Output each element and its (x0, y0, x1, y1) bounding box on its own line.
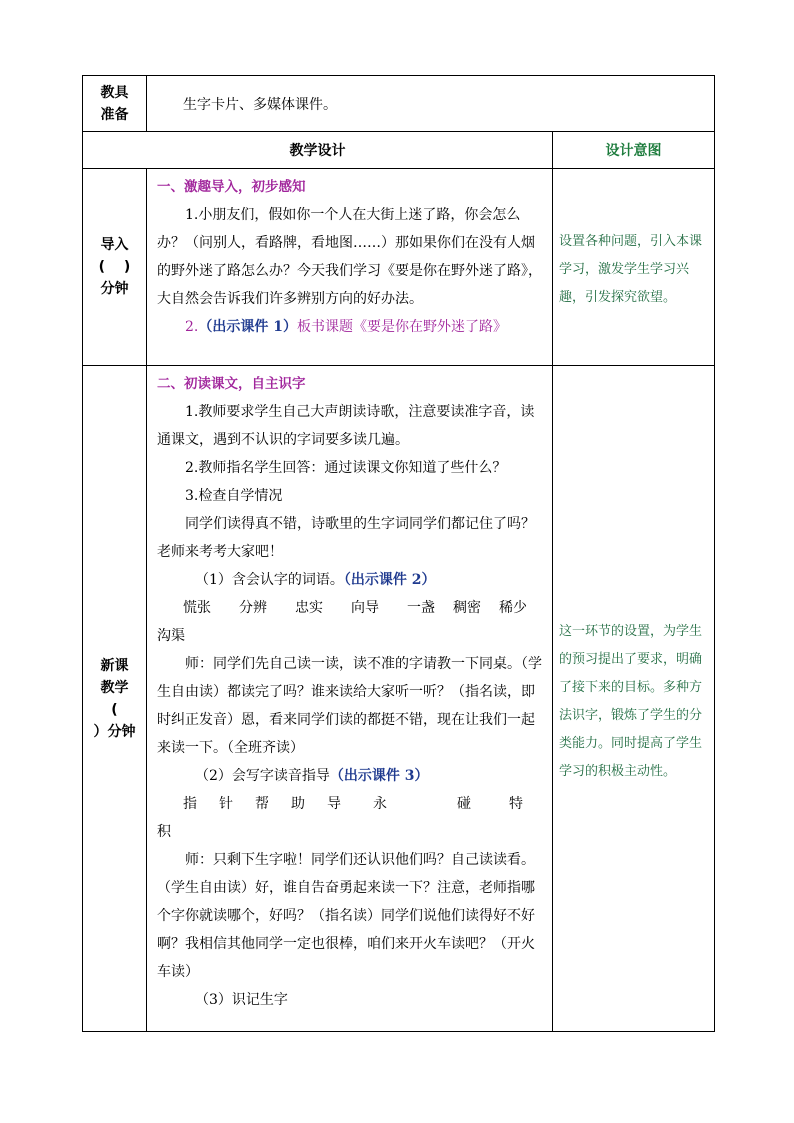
intro-row (83, 169, 715, 366)
char-item: 指 (183, 796, 197, 812)
word-list-2-tail: 积 (157, 824, 171, 840)
char-item: 特 (509, 796, 523, 812)
char-item: 针 (219, 796, 233, 812)
prep-label-line-2: 准备 (100, 106, 129, 123)
prep-label (83, 76, 147, 132)
char-item: 导 (327, 796, 341, 812)
newlesson-label (83, 366, 147, 1032)
newlesson-intent: 这一环节的设置，为学生的预习提出了要求，明确了接下来的目标。多种方法识字，锻炼了学生的分类能力。同时提高了学生学习的积极主动性。 (553, 366, 715, 1032)
char-item: 助 (291, 796, 305, 812)
newlesson-sub-2 (157, 762, 546, 790)
newlesson-label-line-2: 教学 (100, 679, 129, 696)
newlesson-sub-2-text: （2）会写字读音指导 (195, 768, 330, 784)
word-list-1 (157, 594, 546, 622)
intro-paragraph-2-num: 2. (185, 319, 199, 335)
newlesson-courseware-tag-3: （出示课件 3） (329, 768, 429, 784)
word-item: 稀少 (499, 600, 527, 616)
newlesson-paragraph-5: 师：同学们先自己读一读，读不准的字请教一下同桌。（学生自由读）都读完了吗？谁来读给大家听一听？（指名读，即时纠正发音）恩，看来同学们读的都挺不错，现在让我们一起来读一下。（全班齐读） (157, 656, 542, 756)
intro-paragraph-1: 1.小朋友们，假如你一个人在大街上迷了路，你会怎么办？（问别人，看路牌，看地图……）那如果你们在没有人烟的野外迷了路怎么办？今天我们学习《要是你在野外迷了路》，大自然会告诉我们许多辨别方向的好办法。 (157, 207, 542, 307)
word-item: 慌张 (183, 600, 211, 616)
header-row (83, 132, 715, 169)
newlesson-content (147, 366, 553, 1032)
prep-text: 生字卡片、多媒体课件。 (147, 76, 715, 132)
char-item: 永 (373, 796, 387, 812)
word-item: 向导 (351, 600, 379, 616)
intent-header: 设计意图 (553, 132, 715, 169)
newlesson-sub-3: （3）识记生字 (195, 992, 288, 1008)
word-item: 一盏 (407, 600, 435, 616)
char-item: 帮 (255, 796, 269, 812)
newlesson-sub-1-text: （1）含会认字的词语。 (195, 572, 344, 588)
newlesson-section-title: 二、初读课文，自主识字 (157, 376, 306, 392)
newlesson-paragraph-2: 2.教师指名学生回答：通过读课文你知道了些什么？ (185, 460, 507, 476)
intro-paragraph-2 (157, 313, 546, 341)
newlesson-paragraph-3: 3.检查自学情况 (185, 488, 283, 504)
word-item: 忠实 (295, 600, 323, 616)
lesson-plan-table (82, 75, 715, 1032)
newlesson-paragraph-4: 同学们读得真不错，诗歌里的生字词同学们都记住了吗？老师来考考大家吧！ (157, 516, 535, 560)
intro-section-title: 一、激趣导入，初步感知 (157, 179, 306, 195)
char-item: 碰 (457, 796, 471, 812)
word-item: 稠密 (453, 600, 481, 616)
design-header: 教学设计 (83, 132, 553, 169)
intro-paragraph-2-text: 板书课题《要是你在野外迷了路》 (296, 319, 507, 335)
word-list-2 (157, 790, 546, 818)
word-item: 分辨 (239, 600, 267, 616)
intro-courseware-tag-1: （出示课件 1） (198, 319, 297, 335)
newlesson-label-line-3: ( (111, 701, 118, 718)
word-list-1-tail: 沟渠 (157, 628, 185, 644)
intro-intent: 设置各种问题，引入本课学习，激发学生学习兴趣，引发探究欲望。 (553, 169, 715, 366)
newlesson-sub-1 (157, 566, 546, 594)
prep-label-line-1: 教具 (100, 84, 129, 101)
newlesson-paragraph-6: 师：只剩下生字啦！同学们还认识他们吗？自己读读看。（学生自由读）好，谁自告奋勇起来读一下？注意，老师指哪个字你就读哪个，好吗？（指名读）同学们说他们读得好不好啊？我相信其他同学一定也很棒，咱们来开火车读吧？（开火车读） (157, 852, 535, 980)
newlesson-label-line-4: ）分钟 (93, 723, 136, 740)
prep-row (83, 76, 715, 132)
newlesson-courseware-tag-2: （出示课件 2） (343, 572, 436, 588)
newlesson-row (83, 366, 715, 1032)
newlesson-label-line-1: 新课 (100, 657, 129, 674)
intro-label-line-1: 导入 (100, 237, 129, 253)
intro-content (147, 169, 553, 366)
intro-label-line-2: ( ) (98, 259, 131, 275)
newlesson-paragraph-1: 1.教师要求学生自己大声朗读诗歌，注意要读准字音，读通课文，遇到不认识的字词要多读几遍。 (157, 404, 535, 448)
intro-label-line-3: 分钟 (100, 281, 129, 297)
intro-label (83, 169, 147, 366)
